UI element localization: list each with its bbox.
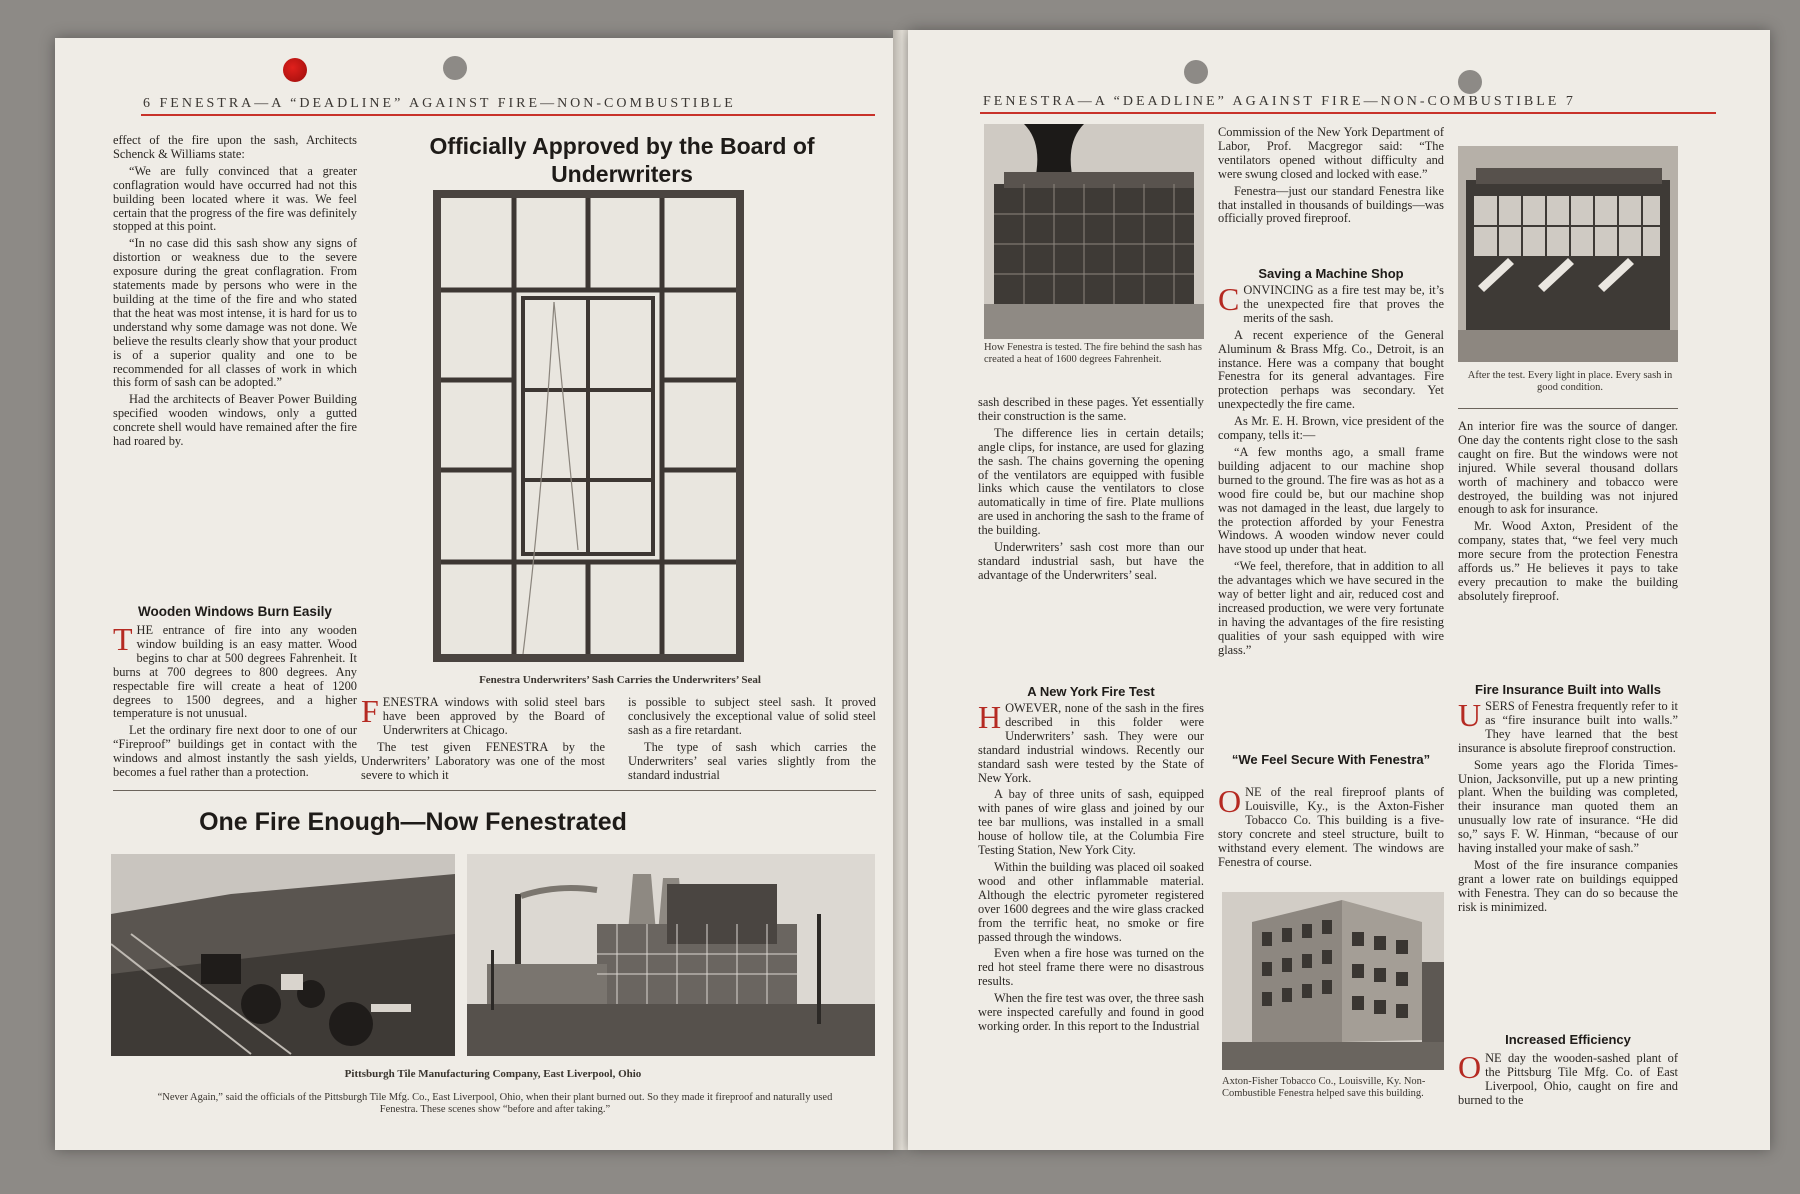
paragraph: Underwriters’ sash cost more than our standard industrial sash, but have the advantage of the Underwriters’ seal. — [978, 540, 1204, 582]
paragraph: Commission of the New York Department of Labor, Prof. Macgregor said: “The ventilators opened without difficulty and were swung closed and locked with ease.” — [1218, 126, 1444, 181]
pittsburgh-caption: Pittsburgh Tile Manufacturing Company, East Liverpool, Ohio — [344, 1068, 642, 1080]
machine-text — [1218, 284, 1444, 746]
after-caption: After the test. Every light in place. Every sash in good condition. — [1467, 370, 1673, 393]
paragraph: “We are fully convinced that a greater conflagration would have occurred had not this building been located where it was. We feel certain that the progress of the fire was definitely stopped at this point. — [113, 163, 357, 234]
burned-plant-photo — [111, 854, 455, 1056]
header-rule — [980, 112, 1716, 114]
section-heading: Wooden Windows Burn Easily — [138, 604, 332, 619]
paragraph: effect of the fire upon the sash, Architects Schenck & Williams state: — [113, 134, 357, 161]
fire-test-photo — [984, 124, 1204, 339]
paragraph: A bay of three units of sash, equipped with panes of wire glass and joined by our tee bar mullions, was installed in a small house of hollow tile, at the Columbia Fire Testing Station, New York City. — [978, 787, 1204, 858]
drop-cap: C — [1218, 284, 1240, 317]
binding-hole — [1458, 70, 1482, 94]
after-test-photo — [1458, 146, 1678, 362]
approved-title: Officially Approved by the Board of Underwriters — [429, 133, 815, 187]
drop-cap: T — [113, 624, 133, 657]
paragraph: The type of sash which carries the Underwriters’ seal varies slightly from the standard industrial — [628, 739, 876, 782]
drop-cap: O — [1458, 1052, 1482, 1085]
paragraph: When the fire test was over, the three sash were inspected carefully and found in good working order. In this report to the Industrial — [978, 991, 1204, 1033]
section-heading: “We Feel Secure With Fenestra” — [1231, 752, 1431, 767]
sash-caption: Fenestra Underwriters’ Sash Carries the Underwriters’ Seal — [479, 674, 761, 686]
interior-fire-text — [1458, 420, 1678, 668]
binding-hole-red — [283, 58, 307, 82]
paragraph: THE entrance of fire into any wooden window building is an easy matter. Wood begins to char at 500 degrees Fahrenheit. It burns at 700 degrees to 800 degrees. Any respectable fire will create a heat of 1200 degrees to 1500 degrees, and a higher temperature is not unusual. — [113, 624, 357, 721]
paragraph: The difference lies in certain details; angle clips, for instance, are used for glazing the sash. The chains governing the opening of the ventilators are equipped with fusible links which cause the ventilators to close automatically in time of fire. Plate mullions are used in anchoring the sash to the frame of the building. — [978, 425, 1204, 538]
drop-cap: H — [978, 702, 1002, 735]
section-heading: Saving a Machine Shop — [1258, 266, 1404, 281]
paragraph: Within the building was placed oil soaked wood and other inflammable material. Although the electric pyrometer registered over 1600 degrees and the wire glass cracked from the terrific heat, no smoke or fire passed through the windows. — [978, 859, 1204, 944]
paragraph: The test given FENESTRA by the Underwriters’ Laboratory was one of the most severe to which it — [361, 739, 605, 782]
paragraph: Most of the fire insurance companies grant a lower rate on buildings equipped with Fenestra. They can do so because the risk is minimized. — [1458, 857, 1678, 914]
paragraph: An interior fire was the source of danger. One day the contents right close to the sash caught on fire. But the windows were not injured. While several thousand dollars worth of machinery and tobacco were destroyed, the building was not injured enough to ask for insurance. — [1458, 420, 1678, 517]
never-again-caption: “Never Again,” said the officials of the Pittsburgh Tile Mfg. Co., East Liverpool, Ohio, when their plant burned out. So they made it fireproof and naturally used Fenestra. These scenes show “before and after taking.” — [157, 1092, 833, 1115]
commission-text — [1218, 126, 1444, 286]
fenestrated-plant-photo — [467, 854, 875, 1056]
paragraph: sash described in these pages. Yet essentially their construction is the same. — [978, 396, 1204, 423]
right-page — [908, 30, 1770, 1150]
section-heading: Fire Insurance Built into Walls — [1475, 682, 1661, 697]
paragraph: Mr. Wood Axton, President of the company, states that, “we feel very much more secure from the protection Fenestra affords us.” He believes it pays to take every precaution to make the building absolutely fireproof. — [1458, 519, 1678, 603]
drop-cap: F — [361, 696, 379, 729]
paragraph: Let the ordinary fire next door to one of our “Fireproof” buildings get in contact with the windows and almost instantly the sash yields, becomes a fuel rather than a protection. — [113, 723, 357, 780]
drop-cap: U — [1458, 700, 1482, 733]
section-heading: A New York Fire Test — [1027, 684, 1155, 699]
running-head-left: 6 FENESTRA—A “DEADLINE” AGAINST FIRE—NON-COMBUSTIBLE — [143, 96, 736, 111]
secure-text — [1218, 786, 1444, 890]
fenestra-column-a — [361, 696, 605, 816]
drop-cap: O — [1218, 786, 1242, 819]
paragraph: ONE of the real fireproof plants of Louisville, Ky., is the Axton-Fisher Tobacco Co. This building is a five-story concrete and steel structure, built to withstand every element. The windows are Fenestra of course. — [1218, 786, 1444, 869]
paragraph: HOWEVER, none of the sash in the fires described in this folder were Underwriters’ sash. They were our standard industrial windows. Recently our standard sash were tested by the State of New York. — [978, 702, 1204, 785]
paragraph: FENESTRA windows with solid steel bars have been approved by the Board of Underwriters at Chicago. — [361, 696, 605, 737]
section-heading: Increased Efficiency — [1505, 1032, 1631, 1047]
left-page — [55, 38, 900, 1150]
running-head-right: FENESTRA—A “DEADLINE” AGAINST FIRE—NON-COMBUSTIBLE 7 — [983, 94, 1576, 109]
paragraph: CONVINCING as a fire test may be, it’s the unexpected fire that proves the merits of the sash. — [1218, 284, 1444, 325]
paragraph: Fenestra—just our standard Fenestra like that installed in thousands of buildings—was officially proved fireproof. — [1218, 183, 1444, 226]
paragraph: A recent experience of the General Aluminum & Brass Mfg. Co., Detroit, is an instance. Here was a company that bought Fenestra for its general advantages. Fire protection perhaps was secondary. Yet unexpectedly the fire came. — [1218, 327, 1444, 412]
paragraph: “In no case did this sash show any signs of distortion or weakness due to the severe exposure during the great conflagration. From statements made by persons who were in the building at the time of the fire and who stated that the heat was most intense, it is hard for us to understand why some damage was not done. We believe the results clearly show that your product is of a superior quality and one to be recommended for all classes of work in which this form of sash can be adopted.” — [113, 236, 357, 390]
paragraph: “A few months ago, a small frame building adjacent to our machine shop burned to the ground. The fire was as hot as a wood fire could be, but our machine shop was not damaged in the least, due largely to the protection afforded by your Fenestra Windows. A wooden window never could have stood up under that heat. — [1218, 444, 1444, 557]
section-rule — [113, 790, 876, 791]
binding-hole — [1184, 60, 1208, 84]
paragraph: ONE day the wooden-sashed plant of the Pittsburg Tile Mfg. Co. of East Liverpool, Ohio, caught on fire and burned to the — [1458, 1052, 1678, 1107]
paragraph: Had the architects of Beaver Power Building specified wooden windows, only a gutted concrete shell would have remained after the fire had roared by. — [113, 392, 357, 449]
efficiency-text — [1458, 1052, 1678, 1132]
underwriters-sash-illustration — [433, 190, 744, 662]
paragraph: As Mr. E. H. Brown, vice president of the company, tells it:— — [1218, 414, 1444, 443]
insurance-text — [1458, 700, 1678, 1016]
paragraph: “We feel, therefore, that in addition to all the advantages which we have secured in the way of better light and air, reduced cost and increased production, we were very fortunate in having the advantages of the fire resisting qualities of your sash equipped with wire glass.” — [1218, 559, 1444, 657]
one-fire-title: One Fire Enough—Now Fenestrated — [199, 808, 627, 836]
paragraph: Even when a fire hose was turned on the red hot steel frame there were no disastrous results. — [978, 946, 1204, 989]
axton-caption: Axton-Fisher Tobacco Co., Louisville, Ky. Non-Combustible Fenestra helped save this building. — [1222, 1076, 1426, 1099]
column-rule — [1458, 408, 1678, 409]
ny-test-text — [978, 702, 1204, 1126]
test-caption: How Fenestra is tested. The fire behind the sash has created a heat of 1600 degrees Fahrenheit. — [984, 342, 1202, 365]
column-left-1 — [113, 134, 357, 604]
paragraph: is possible to subject steel sash. It proved conclusively the exceptional value of solid steel sash as a fire retardant. — [628, 696, 876, 737]
header-rule — [141, 114, 875, 116]
paragraph: USERS of Fenestra frequently refer to it as “fire insurance built into walls.” They have learned that the best insurance is absolute fireproof construction. — [1458, 700, 1678, 755]
sash-text — [978, 396, 1204, 670]
binding-hole — [443, 56, 467, 80]
fenestra-column-b — [628, 696, 876, 816]
axton-fisher-building-photo — [1222, 892, 1444, 1070]
column-left-1b — [113, 624, 357, 824]
paragraph: Some years ago the Florida Times-Union, Jacksonville, put up a new printing plant. When the building was completed, their insurance man quoted them an unusually low rate of insurance. “He did so,” says F. W. Hinman, “because of our having installed your make of sash.” — [1458, 757, 1678, 856]
